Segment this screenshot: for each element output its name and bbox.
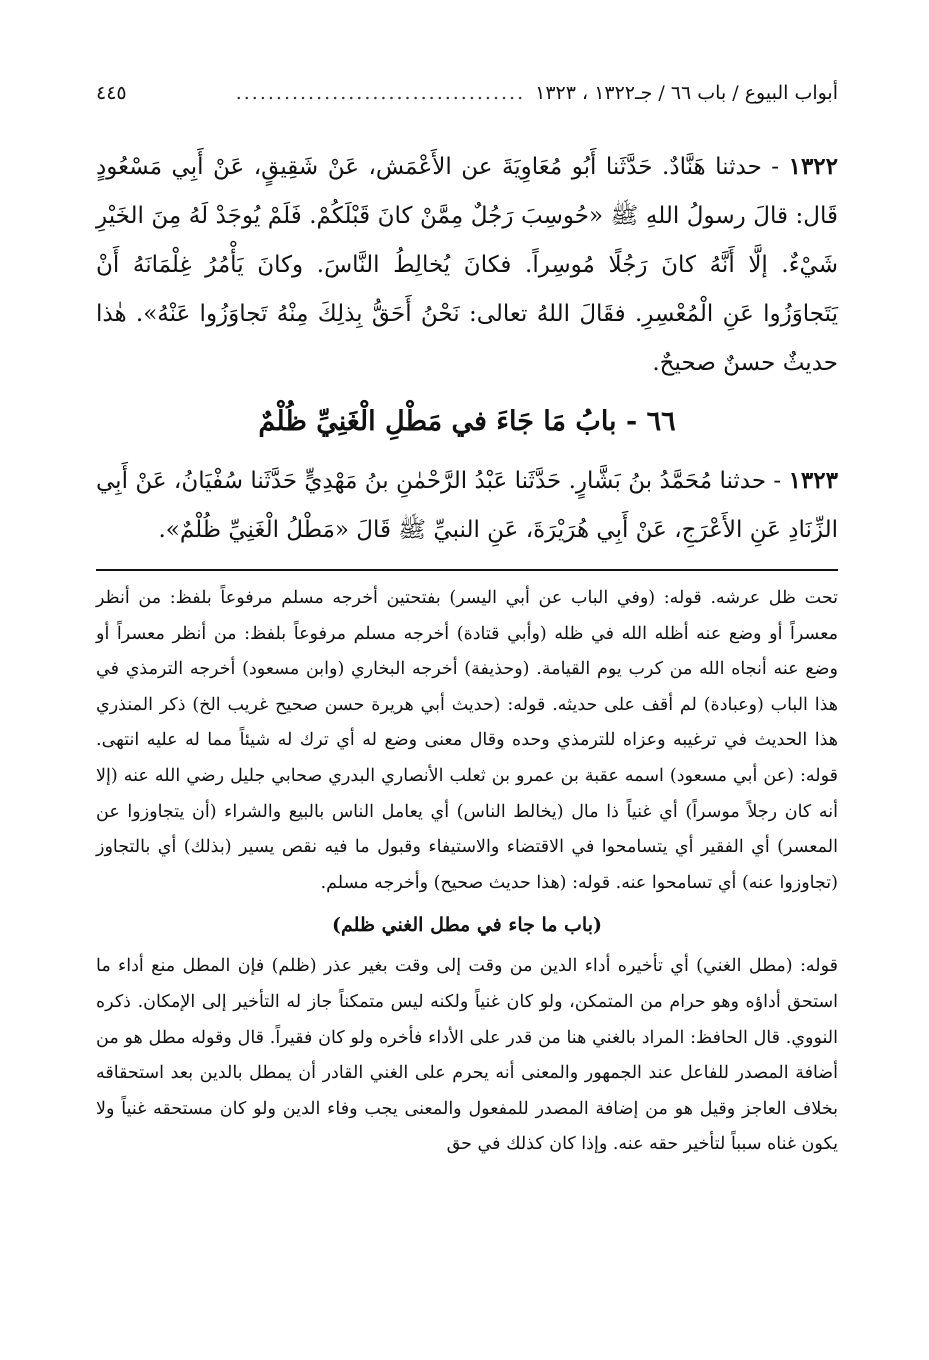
header-leader-dots: .................................... <box>235 82 526 104</box>
page-number: ٤٤٥ <box>96 82 127 104</box>
commentary-paragraph: قوله: (مطل الغني) أي تأخيره أداء الدين من وقت إلى وقت بغير عذر (ظلم) فإن المطل منع أداء ما استحق أداؤه وهو حرام من المتمكن، ولو كان غنياً ولكنه ليس متمكناً جاز له التأخير إلى الإمكان. ذكره النووي. قال الحافظ: المراد بالغني هنا من قدر على الأداء فأخره ولو كان فقيراً. قال وقوله مطل هو من أضافة المصدر للفاعل عند الجمهور والمعنى أنه يحرم على الغني القادر أن يمطل بالدين بعد استحقاقه بخلاف العاجز وقيل هو من إضافة المصدر للمفعول والمعنى يجب وفاء الدين ولو كان مستحقه غنياً ولا يكون غناه سبباً لتأخير حقه عنه. وإذا كان كذلك في حق <box>96 956 838 1155</box>
hadith-text: - حدثنا هَنَّادٌ. حَدَّثَنا أَبُو مُعَاوِيَةَ عن الأَعْمَش، عَنْ شَقِيقٍ، عَنْ أَبِي مَسْعُودٍ قَال: قالَ رسولُ اللهِ ﷺ «حُوسِبَ رَجُلٌ مِمَّنْ كانَ قَبْلَكُمْ. فَلَمْ يُوجَدْ لَهُ مِنَ الخَيْرِ شَيْءٌ. إلَّا أَنَّهُ كانَ رَجُلًا مُوسِراً. فكانَ يُخالِطُ النَّاسَ. وكانَ يَأْمُرُ غِلْمَانَهُ أَنْ يَتَجاوَزُوا عَنِ الْمُعْسِرِ. فقَالَ اللهُ تعالى: نَحْنُ أَحَقُّ بِذلِكَ مِنْهُ تَجاوَزُوا عَنْهُ». هٰذا حديثٌ حسنٌ صحيحٌ. <box>96 154 838 376</box>
hadith-1323 <box>96 456 838 555</box>
commentary-paragraph: تحت ظل عرشه. قوله: (وفي الباب عن أبي اليسر) بفتحتين أخرجه مسلم مرفوعاً بلفظ: من أنظر معسراً أو وضع عنه أظله الله في ظله (وأبي قتادة) أخرجه مسلم مرفوعاً بلفظ: من أنظر معسراً أو وضع عنه أنجاه الله من كرب يوم القيامة. (وحذيفة) أخرجه البخاري (وابن مسعود) أخرجه الترمذي في هذا الباب (وعبادة) لم أقف على حديثه. قوله: (حديث أبي هريرة حسن صحيح غريب الخ) ذكر المنذري هذا الحديث في ترغيبه وعزاه للترمذي وحده وقال معنى وضع له أي ترك له شيئاً مما له عليه انتهى. قوله: (عن أبي مسعود) اسمه عقبة بن عمرو بن ثعلب الأنصاري البدري صحابي جليل رضي الله عنه (إلا أنه كان رجلاً موسراً) أي غنياً ذا مال (يخالط الناس) أي يعامل الناس بالبيع والشراء (أن يتجاوزوا عن المعسر) أي الفقير أي يتسامحوا في الاقتضاء والاستيفاء وقبول ما فيه نقص يسير (بذلك) أي بالتجاوز (تجاوزوا عنه) أي تسامحوا عنه. قوله: (هذا حديث صحيح) وأخرجه مسلم. <box>96 588 838 893</box>
hadith-1322 <box>96 142 838 388</box>
hadith-text: - حدثنا مُحَمَّدُ بنُ بَشَّارٍ. حَدَّثَنا عَبْدُ الرَّحْمٰنِ بنُ مَهْدِيٍّ حَدَّثَنا سُفْيَانُ، عَنْ أَبِي الزِّنَادِ عَنِ الأَعْرَجِ، عَنْ أَبِي هُرَيْرَةَ، عَنِ النبيِّ ﷺ قَالَ «مَطْلُ الْغَنِيِّ ظُلْمٌ». <box>96 468 838 543</box>
hadith-number: ١٣٢٣ <box>788 467 838 494</box>
main-text <box>96 142 838 555</box>
commentary-heading: (باب ما جاء في مطل الغني ظلم) <box>332 914 602 937</box>
page-header <box>96 82 838 116</box>
book-page <box>96 82 838 1163</box>
commentary-section <box>96 581 838 1163</box>
hadith-number: ١٣٢٢ <box>788 153 839 180</box>
chapter-heading: ٦٦ - بابُ مَا جَاءَ في مَطْلِ الْغَنِيِّ ظُلْمٌ <box>258 406 676 437</box>
running-title: أبواب البيوع / باب ٦٦ / جـ١٣٢٢ ، ١٣٢٣ <box>535 82 838 104</box>
footnote-divider <box>96 569 838 571</box>
